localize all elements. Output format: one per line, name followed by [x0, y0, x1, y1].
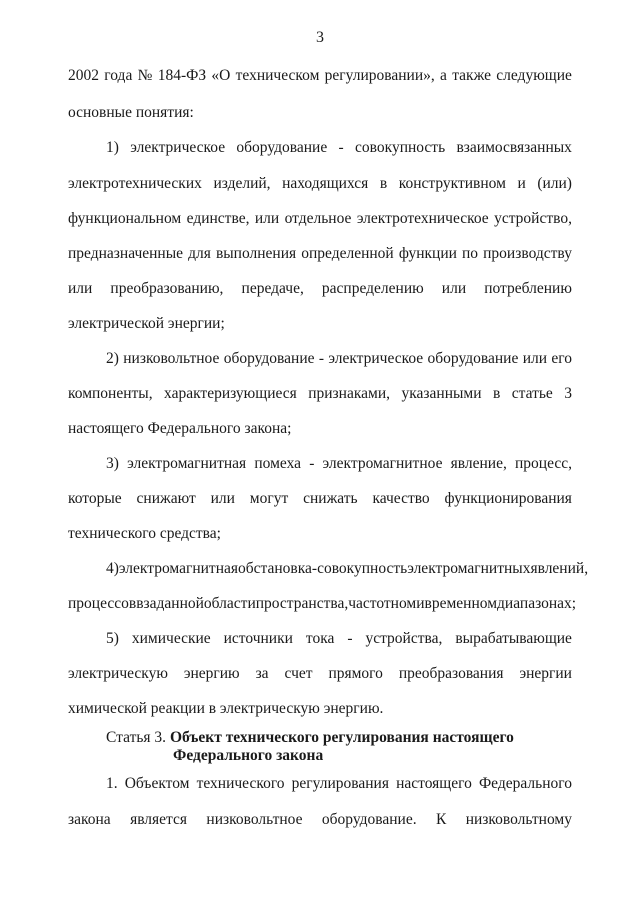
- word: низковольтному: [465, 811, 572, 828]
- text-line: [106, 138, 572, 158]
- word: источники: [223, 630, 293, 647]
- word: или: [210, 490, 235, 507]
- word: по: [462, 245, 479, 262]
- word: «О: [211, 67, 231, 84]
- word: прямого: [328, 665, 383, 682]
- word: преобразования: [398, 665, 504, 682]
- word: потреблению: [484, 280, 572, 297]
- word: обстановка: [238, 560, 312, 577]
- word: К: [435, 811, 447, 828]
- word: заданной: [143, 595, 204, 612]
- word: электрическое: [328, 350, 424, 367]
- word: предназначенные: [68, 245, 184, 262]
- text-line: [106, 774, 572, 794]
- word: совокупность: [317, 560, 408, 577]
- word: функционирования: [444, 490, 572, 507]
- text-line: настоящего Федерального закона;: [68, 420, 292, 437]
- article-heading-continued: [173, 746, 323, 766]
- word: Федерального: [478, 775, 572, 792]
- text-line: основные понятия:: [68, 104, 194, 121]
- word: диапазонах;: [497, 595, 577, 612]
- word: выполнения: [215, 245, 297, 262]
- word: -: [311, 560, 318, 577]
- text-line: электрической энергии;: [68, 315, 225, 332]
- word: оборудование: [236, 139, 328, 156]
- word: временном: [424, 595, 498, 612]
- word: передаче,: [241, 280, 304, 297]
- word: энергии: [519, 665, 572, 682]
- word: электрическое: [130, 139, 226, 156]
- text-line: [106, 454, 572, 474]
- text-line: [68, 209, 572, 229]
- word: электромагнитная: [127, 455, 247, 472]
- word: оборудование: [427, 350, 519, 367]
- word: или: [441, 280, 467, 297]
- word: оборудование.: [321, 811, 417, 828]
- word: в: [379, 175, 388, 192]
- text-line: [68, 384, 572, 404]
- word: года: [104, 67, 133, 84]
- word: функции: [398, 245, 457, 262]
- word: устройство,: [494, 210, 572, 227]
- word: помеха: [254, 455, 302, 472]
- word: электромагнитная: [118, 560, 239, 577]
- text-line: [68, 66, 572, 86]
- word: или: [254, 210, 280, 227]
- word: характеризующиеся: [164, 385, 297, 402]
- word: за: [255, 665, 269, 682]
- word: могут: [249, 490, 289, 507]
- word: 2): [106, 350, 119, 367]
- word: единстве,: [186, 210, 250, 227]
- word: -: [338, 139, 344, 156]
- text-line: [68, 664, 572, 684]
- text-line: [68, 489, 572, 509]
- word: взаимосвязанных: [456, 139, 572, 156]
- word: является: [130, 811, 188, 828]
- word: компоненты,: [68, 385, 153, 402]
- word: низковольтное: [123, 350, 220, 367]
- word: 1.: [106, 775, 118, 792]
- word: 3): [106, 455, 119, 472]
- word: или: [522, 350, 548, 367]
- text-line: [106, 629, 572, 649]
- word: низковольтное: [206, 811, 303, 828]
- word: электромагнитное: [322, 455, 443, 472]
- word: вырабатывающие: [455, 630, 572, 647]
- word: пространства,: [255, 595, 349, 612]
- word: 184-ФЗ: [157, 67, 207, 84]
- text-line: [106, 349, 572, 369]
- word: электромагнитных: [407, 560, 531, 577]
- article-title-line2: Федерального закона: [173, 747, 324, 764]
- word: преобразованию,: [110, 280, 224, 297]
- word: явление,: [450, 455, 507, 472]
- word: функциональном: [68, 210, 182, 227]
- word: тока: [305, 630, 335, 647]
- article-label: Статья 3.: [106, 729, 167, 746]
- word: статье: [511, 385, 553, 402]
- word: производству: [483, 245, 572, 262]
- word: в: [492, 385, 501, 402]
- word: которые: [68, 490, 122, 507]
- word: электрическую: [68, 665, 168, 682]
- word: -: [318, 350, 325, 367]
- word: процессов: [68, 595, 137, 612]
- word: 5): [106, 630, 119, 647]
- word: находящихся: [282, 175, 369, 192]
- word: признаками,: [308, 385, 391, 402]
- word: процесс,: [515, 455, 572, 472]
- word: техническом: [235, 67, 320, 84]
- word: -: [309, 455, 315, 472]
- word: настоящего: [396, 775, 472, 792]
- word: для: [188, 245, 211, 262]
- word: химические: [131, 630, 211, 647]
- word: явлений,: [530, 560, 589, 577]
- word: и: [517, 175, 526, 192]
- text-line: [68, 244, 572, 264]
- word: также: [452, 67, 491, 84]
- word: изделий,: [213, 175, 271, 192]
- text-line: химической реакции в электрическую энергию.: [68, 700, 384, 717]
- word: указанными: [401, 385, 482, 402]
- word: 2002: [68, 67, 99, 84]
- article-title-line1: Объект технического регулирования настоящего: [169, 729, 514, 746]
- word: технического: [196, 775, 285, 792]
- word: конструктивном: [398, 175, 506, 192]
- word: -: [347, 630, 353, 647]
- word: оборудование: [223, 350, 315, 367]
- word: или: [68, 280, 93, 297]
- word: энергию: [183, 665, 240, 682]
- text-line: [68, 279, 572, 299]
- word: электротехническое: [356, 210, 489, 227]
- word: №: [137, 67, 153, 84]
- word: а: [440, 67, 447, 84]
- word: его: [551, 350, 572, 367]
- text-line: [68, 594, 577, 614]
- word: совокупность: [355, 139, 446, 156]
- word: (или): [537, 175, 572, 192]
- page-number: 3: [316, 29, 324, 46]
- word: качество: [372, 490, 430, 507]
- word: снижают: [136, 490, 196, 507]
- word: частотном: [348, 595, 417, 612]
- word: снижать: [303, 490, 358, 507]
- text-line: [68, 174, 572, 194]
- word: в: [136, 595, 144, 612]
- word: области: [203, 595, 256, 612]
- text-line: технического средства;: [68, 525, 221, 542]
- word: счет: [284, 665, 313, 682]
- word: распределению: [321, 280, 424, 297]
- word: определенной: [301, 245, 394, 262]
- word: 4): [106, 560, 119, 577]
- text-line: [68, 810, 572, 830]
- word: 1): [106, 139, 119, 156]
- word: 3: [564, 385, 572, 402]
- word: регулирования: [291, 775, 389, 792]
- word: закона: [68, 811, 111, 828]
- word: устройства,: [365, 630, 443, 647]
- word: электротехнических: [68, 175, 202, 192]
- word: отдельное: [284, 210, 352, 227]
- word: Объектом: [124, 775, 190, 792]
- word: и: [416, 595, 425, 612]
- word: следующие: [496, 67, 572, 84]
- text-line: [106, 559, 589, 579]
- word: регулировании»,: [324, 67, 435, 84]
- article-heading: [106, 728, 514, 748]
